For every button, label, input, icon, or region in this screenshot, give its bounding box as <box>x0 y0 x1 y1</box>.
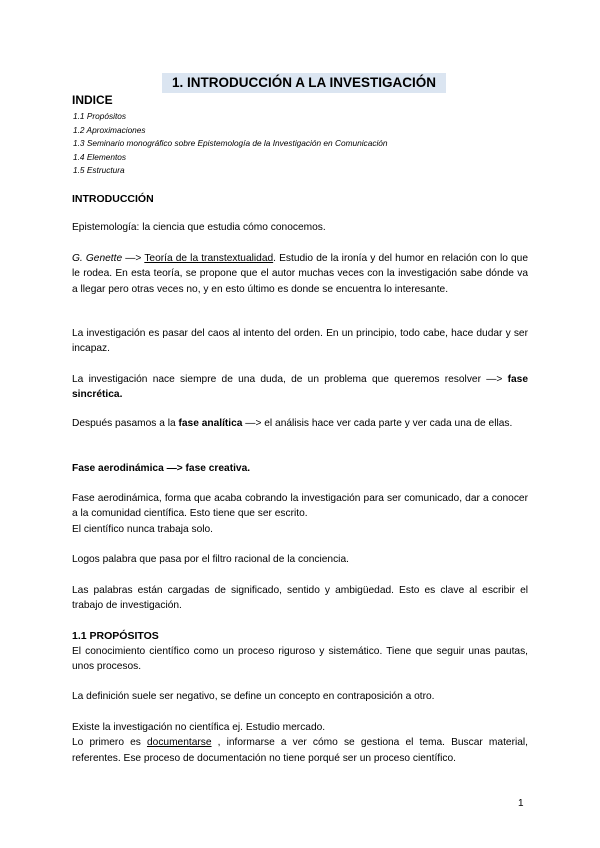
toc-item: 1.3 Seminario monográfico sobre Epistemología de la Investigación en Comunicación <box>73 138 388 148</box>
paragraph <box>72 251 528 297</box>
paragraph-text: . Estudio de la ironía y del humor en relación con lo que le rodea. En esta teoría, se propone que el autor muchas veces con la investigación sabe dónde va a llegar pero otras veces no, y en esto último es donde se encuentra lo interesante. <box>72 253 528 295</box>
page-number: 1 <box>518 798 524 809</box>
bold-term: fase sincrética. <box>72 374 528 401</box>
paragraph: La definición suele ser negativo, se define un concepto en contraposición a otro. <box>72 691 435 702</box>
paragraph: Logos palabra que pasa por el filtro racional de la conciencia. <box>72 554 349 565</box>
section-heading-propositos: 1.1 PROPÓSITOS <box>72 630 159 642</box>
paragraph: Las palabras están cargadas de significado, sentido y ambigüedad. Esto es clave al escribir el trabajo de investigación. <box>72 585 528 612</box>
bold-paragraph: Fase aerodinámica —> fase creativa. <box>72 463 251 474</box>
author-name: G. Genette <box>72 253 123 264</box>
paragraph <box>72 491 528 537</box>
toc-item: 1.1 Propósitos <box>73 111 127 121</box>
arrow-text: —> <box>122 253 145 264</box>
section-heading-introduccion: INTRODUCCIÓN <box>72 193 154 205</box>
paragraph-text: El científico nunca trabaja solo. <box>72 523 214 535</box>
paragraph <box>72 720 528 766</box>
paragraph: El conocimiento científico como un proceso riguroso y sistemático. Tiene que seguir unas pautas, unos procesos. <box>72 646 528 673</box>
bold-term: fase analítica <box>178 418 243 429</box>
paragraph-text: La investigación nace siempre de una duda, de un problema que queremos resolver —> <box>72 374 508 385</box>
theory-link[interactable]: Teoría de la transtextualidad <box>144 253 274 264</box>
documentarse-link[interactable]: documentarse <box>146 737 212 749</box>
paragraph-text: —> el análisis hace ver cada parte y ver cada una de ellas. <box>242 418 513 429</box>
paragraph-text: Fase aerodinámica, forma que acaba cobrando la investigación para ser comunicado, dar a conocer a la comunidad científica. Esto tiene que ser escrito. <box>72 493 528 520</box>
paragraph-text: Existe la investigación no científica ej. Estudio mercado. <box>72 722 326 733</box>
toc-item: 1.4 Elementos <box>73 151 127 162</box>
paragraph-text: Lo primero es <box>72 737 147 749</box>
paragraph-text: Después pasamos a la <box>72 418 179 429</box>
index-heading: INDICE <box>72 93 113 107</box>
paragraph: Epistemología: la ciencia que estudia cómo conocemos. <box>72 222 326 233</box>
paragraph: La investigación es pasar del caos al intento del orden. En un principio, todo cabe, hace dudar y ser incapaz. <box>72 328 528 355</box>
table-of-contents <box>73 110 388 178</box>
paragraph-text: , informarse a ver cómo se gestiona el tema. Buscar material, referentes. Ese proceso de documentación no tiene porqué ser un proceso científico. <box>72 737 528 764</box>
page-title: 1. INTRODUCCIÓN A LA INVESTIGACIÓN <box>162 73 446 93</box>
toc-item: 1.2 Aproximaciones <box>73 124 146 135</box>
toc-item: 1.5 Estructura <box>73 165 125 175</box>
paragraph <box>72 372 528 403</box>
paragraph <box>72 416 528 431</box>
